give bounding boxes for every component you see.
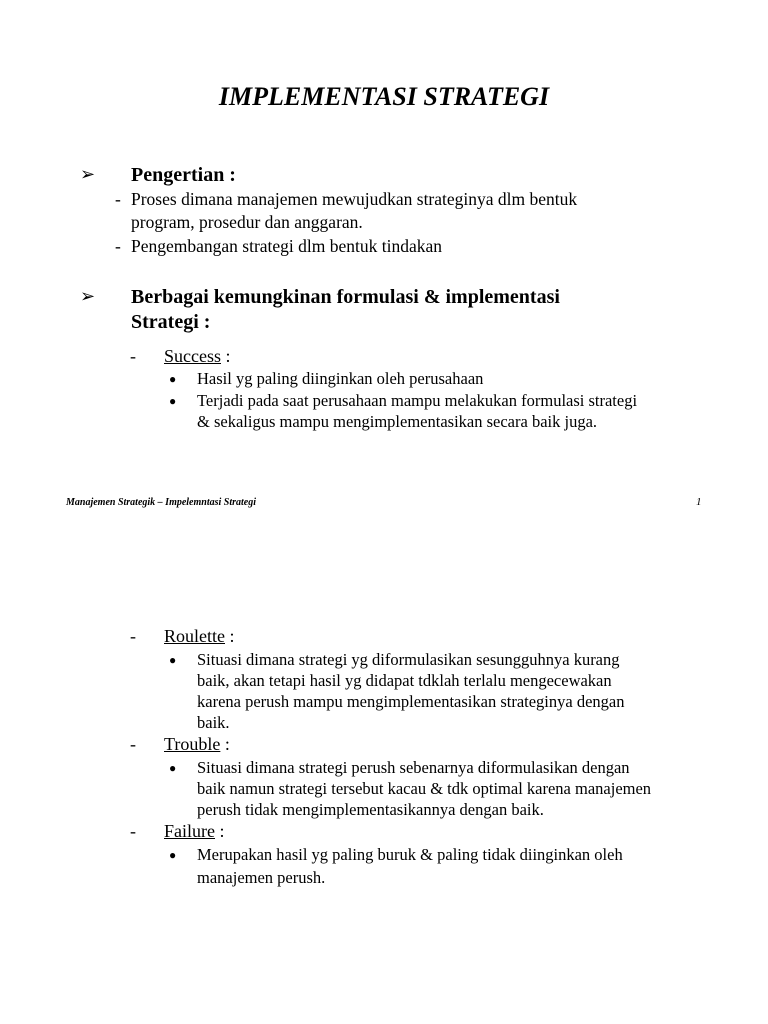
dash-marker: - [115, 236, 121, 256]
bullet-text-line: baik, akan tetapi hasil yg didapat tdklah terlalu mengecewakan [197, 671, 612, 690]
bullet-text-line: perush tidak mengimplementasikannya dengan baik. [197, 800, 544, 819]
bullet-text-line: Situasi dimana strategi yg diformulasikan sesungguhnya kurang [197, 650, 620, 669]
bullet-dot-icon: ● [169, 394, 177, 408]
arrow-bullet-icon: ➢ [80, 164, 96, 185]
dash-marker: - [130, 346, 136, 366]
section-heading-line: Strategi : [131, 311, 211, 333]
page-title: IMPLEMENTASI STRATEGI [218, 82, 550, 111]
page-number: 1 [696, 496, 702, 508]
bullet-text-line: Situasi dimana strategi perush sebenarnya diformulasikan dengan [197, 758, 630, 777]
bullet-text-line: & sekaligus mampu mengimplementasikan secara baik juga. [197, 412, 598, 431]
section-heading-line: Berbagai kemungkinan formulasi & implementasi [131, 286, 560, 308]
subheading-success: Success : [164, 346, 231, 366]
dash-marker: - [130, 821, 136, 841]
bullet-text-line: Terjadi pada saat perusahaan mampu melakukan formulasi strategi [197, 391, 638, 410]
definition-text-line: program, prosedur dan anggaran. [131, 212, 363, 232]
dash-marker: - [115, 189, 121, 209]
section-heading-pengertian: Pengertian : [131, 164, 236, 186]
definition-text-line: Proses dimana manajemen mewujudkan strateginya dlm bentuk [131, 189, 578, 209]
definition-text-line: Pengembangan strategi dlm bentuk tindakan [131, 236, 443, 256]
bullet-text-line: baik. [197, 713, 230, 732]
bullet-dot-icon: ● [169, 653, 177, 667]
page-footer-text: Manajemen Strategik – Impelemntasi Strategi [66, 497, 257, 508]
bullet-text-line: manajemen perush. [197, 868, 326, 887]
bullet-text-line: Hasil yg paling diinginkan oleh perusahaan [197, 369, 484, 388]
bullet-dot-icon: ● [169, 761, 177, 775]
subheading-trouble: Trouble : [164, 734, 230, 754]
bullet-text-line: baik namun strategi tersebut kacau & tdk optimal karena manajemen [197, 779, 652, 798]
subheading-failure: Failure : [164, 821, 225, 841]
bullet-dot-icon: ● [169, 372, 177, 386]
bullet-dot-icon: ● [169, 848, 177, 862]
dash-marker: - [130, 626, 136, 646]
arrow-bullet-icon: ➢ [80, 286, 96, 307]
bullet-text-line: karena perush mampu mengimplementasikan strateginya dengan [197, 692, 625, 711]
dash-marker: - [130, 734, 136, 754]
bullet-text-line: Merupakan hasil yg paling buruk & paling tidak diinginkan oleh [197, 845, 623, 864]
subheading-roulette: Roulette : [164, 626, 235, 646]
